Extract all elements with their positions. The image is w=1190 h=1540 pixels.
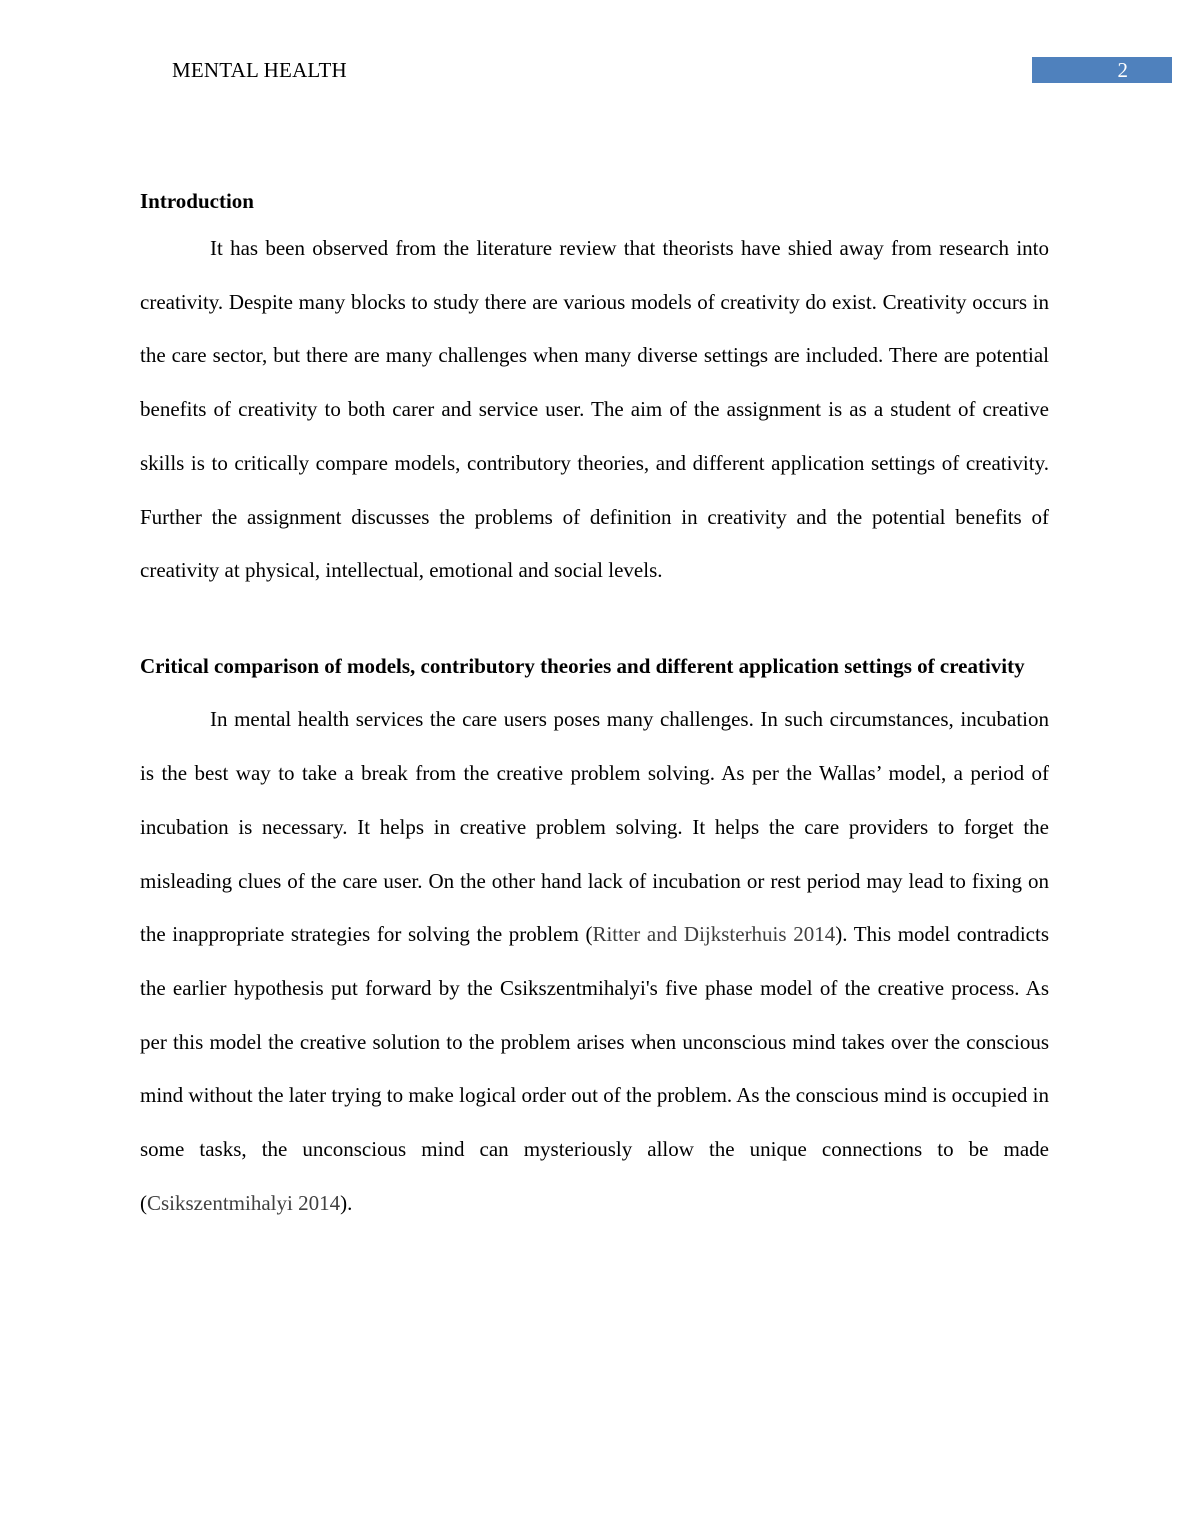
running-head-title: MENTAL HEALTH xyxy=(172,58,347,82)
comparison-text-part-2: ). This model contradicts the earlier hypothesis put forward by the Csikszentmihalyi's five phase model of the creative process. As per this model the creative solution to the problem arises when unconscious mind takes over the conscious mind without the later trying to make logical order out of the problem. As the conscious mind is occupied in some tasks, the unconscious mind can mysteriously allow the unique connections to be made ( xyxy=(140,922,1049,1215)
citation-csikszentmihalyi: Csikszentmihalyi 2014 xyxy=(147,1190,341,1215)
document-body xyxy=(140,180,1049,1230)
introduction-heading: Introduction xyxy=(140,189,254,213)
comparison-paragraph xyxy=(140,693,1049,1230)
introduction-paragraph: It has been observed from the literature review that theorists have shied away from research into creativity. Despite many blocks to study there are various models of creativity do exist. Creativity occurs in the care sector, but there are many challenges when many diverse settings are included. There are potential benefits of creativity to both carer and service user. The aim of the assignment is as a student of creative skills is to critically compare models, contributory theories, and different application settings of creativity. Further the assignment discusses the problems of definition in creativity and the potential benefits of creativity at physical, intellectual, emotional and social levels. xyxy=(140,236,1049,583)
section-spacer xyxy=(140,598,1049,646)
page-number: 2 xyxy=(1032,57,1172,83)
comparison-text-part-3: ). xyxy=(340,1190,353,1215)
comparison-heading: Critical comparison of models, contributory theories and different application settings of creativity xyxy=(140,653,1025,678)
citation-ritter-dijksterhuis: Ritter and Dijksterhuis 2014 xyxy=(592,922,836,947)
comparison-text-part-1: In mental health services the care users poses many challenges. In such circumstances, incubation is the best way to take a break from the creative problem solving. As per the Wallas’ model, a period of incubation is necessary. It helps in creative problem solving. It helps the care providers to forget the misleading clues of the care user. On the other hand lack of incubation or rest period may lead to fixing on the inappropriate strategies for solving the problem ( xyxy=(140,707,1049,947)
